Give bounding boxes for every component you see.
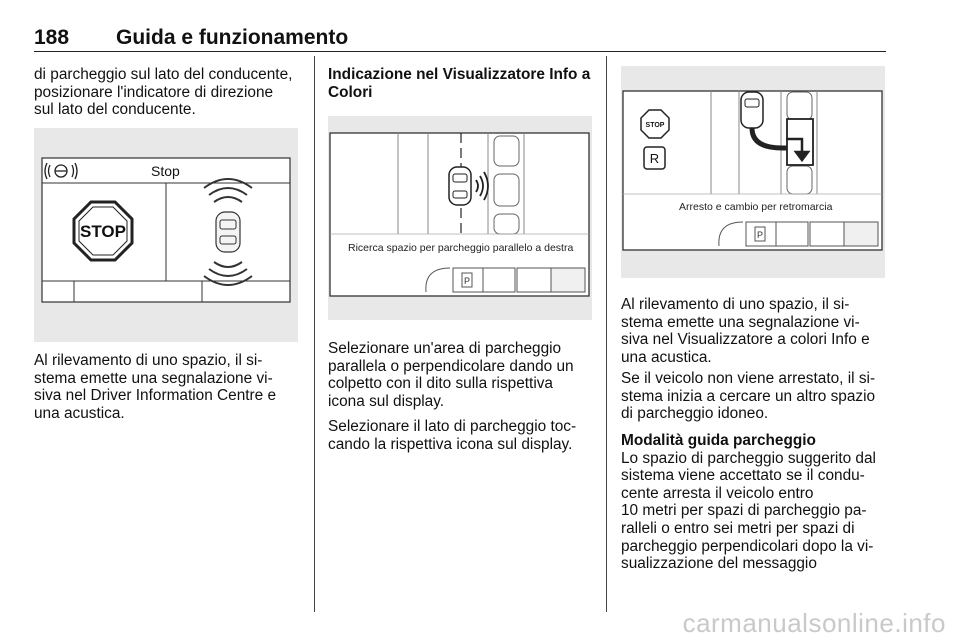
col1-body: Al rilevamento di uno spazio, il si- stema emette una segnalazione vi- siva nel Driver Information Centre e una acustica. [34, 352, 277, 422]
page-header [34, 26, 886, 52]
info-display-figure [328, 116, 592, 320]
stop-sign-text: STOP [80, 222, 126, 241]
stop-sign-icon [74, 202, 132, 260]
stop-sign-icon [641, 110, 669, 138]
reverse-display-figure [621, 66, 885, 278]
col1-intro: di parcheggio sul lato del conducente, posizionare l'indicatore di direzione sul lato del conducente. [34, 66, 293, 119]
column-divider [314, 56, 315, 612]
stop-sign-text: STOP [645, 122, 665, 129]
col2-para1: Selezionare un'area di parcheggio parallela o perpendicolare dando un colpetto con il dito sulla rispettiva icona sul display. [328, 340, 574, 410]
dic-stop-figure [34, 128, 298, 342]
page-number: 188 [34, 26, 70, 49]
page-title: Guida e funzionamento [116, 26, 349, 49]
col3-para1: Al rilevamento di uno spazio, il si- stema emette una segnalazione vi- siva nel Visualizzatore a colori Info e una acustica. [621, 296, 870, 366]
reverse-gear-text: R [649, 151, 660, 166]
display-caption: Arresto e cambio per retromarcia [679, 201, 833, 213]
display-title: Stop [151, 163, 180, 179]
parking-p-label: P [757, 230, 764, 240]
column-divider [606, 56, 607, 612]
car-icon [449, 167, 471, 205]
car-icon [741, 92, 763, 128]
section-heading: Modalità guida parcheggio [621, 432, 816, 449]
col2-para2: Selezionare il lato di parcheggio toc- cando la rispettiva icona sul display. [328, 418, 577, 453]
col2-heading: Indicazione nel Visualizzatore Info a Colori [328, 66, 591, 101]
parking-p-label: P [464, 276, 471, 286]
display-caption: Ricerca spazio per parcheggio parallelo a destra [348, 242, 574, 254]
watermark-url: carmanualsonline.info [682, 608, 946, 638]
col3-section: Modalità guida parcheggio Lo spazio di parcheggio suggerito dal sistema viene accettato se il condu- cente arresta il veicolo entro 10 metri per spazi di parcheggio pa- ralleli o entro sei metri per spazi di parcheggio perpendicolari dopo la vi- sualizzazione del messaggio [621, 432, 891, 573]
col3-para2: Se il veicolo non viene arrestato, il si- stema inizia a cercare un altro spazio di parcheggio idoneo. [621, 370, 876, 423]
reverse-gear-icon [644, 147, 665, 169]
